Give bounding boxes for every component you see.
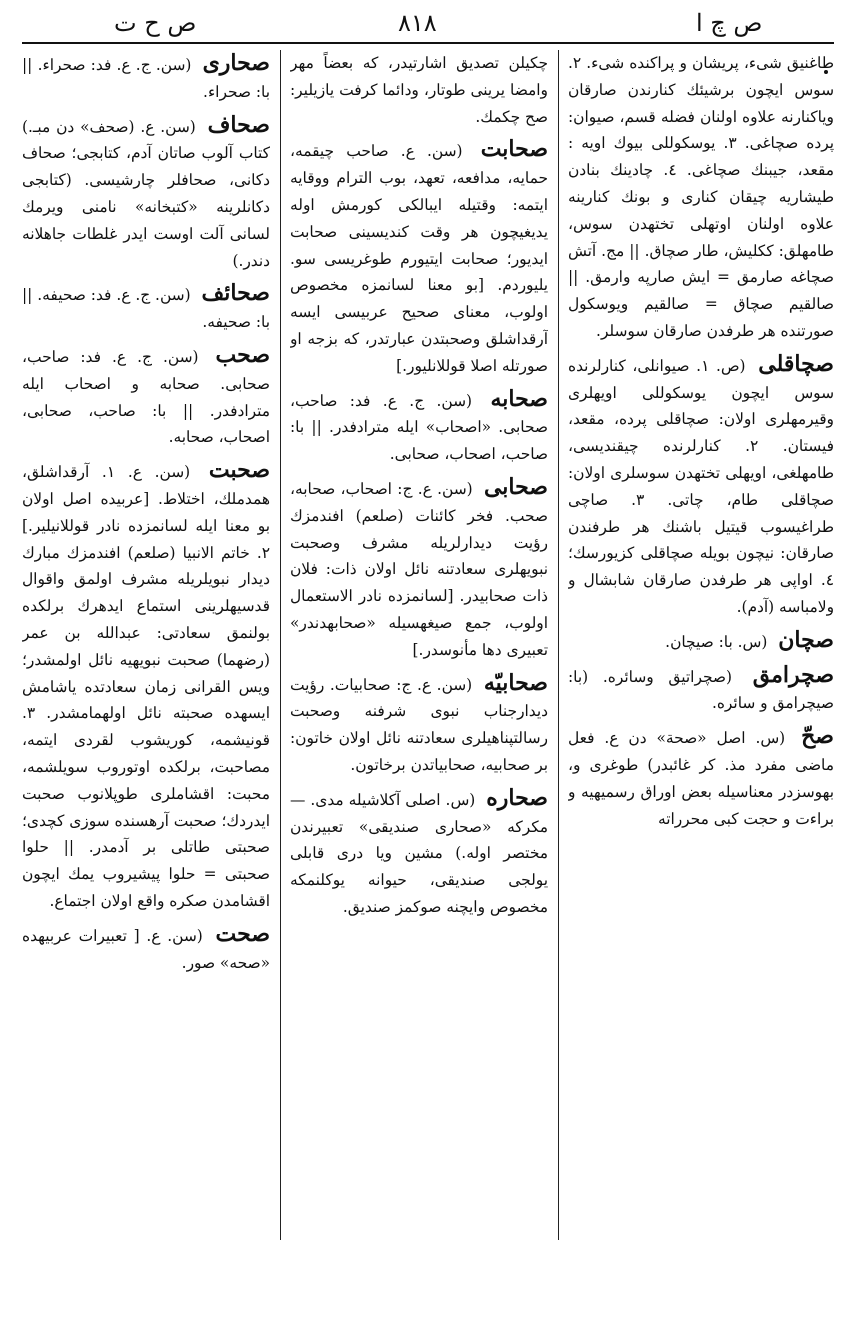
dictionary-entry <box>22 342 270 451</box>
page-header <box>22 6 832 40</box>
dictionary-entry <box>290 50 548 130</box>
dictionary-entry <box>290 670 548 779</box>
entry-headword: صحابی <box>483 473 548 500</box>
entry-headword: صحائف <box>201 280 270 307</box>
entry-definition: (سن. ع. (صحف» دن مبـ.) کتاب آلوب صاتان آدم، کتابجی؛ صحاف دکانی، صحافلر چارشیسی. (کتابجی دکانلرینه «کتبخانه» نامنی ویرمك لسانی آلت اوست ایدر غلطات جاهلانه دندر.) <box>22 117 270 270</box>
entry-headword: صحاره <box>486 784 548 811</box>
dictionary-entry <box>290 474 548 664</box>
entry-definition: (سن. ج. ع. فد: صحیفه. || با: صحیفه. <box>22 286 270 332</box>
entry-headword: صچاقلی <box>758 350 834 377</box>
dictionary-entry <box>568 662 834 718</box>
entry-definition: (سن. ع. صاحب چیقمه، حمایه، مدافعه، تعهد، بوب الترام ووقایه ایتمه: وقتیله ایبالکی کورمش اوله یدیغیچون هر وقت کندیسینی صحابت ایدیور؛ صحابت ایتیورم طوغریسی سو. یلیوردم. [بو معنا لسانمزه مخصوص اولوب، معنای صحیح عربیسی ایسه آرقداشلق وصحبتدن عبارتدر، که بزجه او صورتله اصلا قوللانلیور.] <box>290 142 548 375</box>
column-middle <box>290 50 548 1240</box>
entry-headword: صحبت <box>208 457 270 484</box>
entry-definition: (سن. ع. ج: اصحاب، صحابه، صحب. فخر کائنات (صلعم) افندمزك رؤیت دیدارلریله مشرف وصحبت نبویهلری سعادتنه نائل اولان ذات: فلان ذات صحابیدر. [لسانمزده نادر الاستعمال اولوب، جمع صیغهسیله «صحابهدندر» تعبیری دها مأنوسدر.] <box>290 479 548 659</box>
entry-definition: (ص. ۱. صیوانلی، کنارلرنده سوس ایچون یوسکوللی اویهلری وقیرمهلری اولان: صچاقلی پرده، مقعد، فیستان. ۲. کنارلرنده چیقندیسی، طامهلغی، اویهلی تختهدن سوسلری اولان: صچاقلی طام، چاتی. ۳. صاچی طراغیسوب قیتیل باشنك هر طرفندن صارقان: نیچون بویله صچاقلی کزیورسك؛ ٤. اواپی هر طرفدن صارقان شابشال و ولامباسه (آدم). <box>568 356 834 616</box>
entry-definition: (سن. ج. ع. فد: صحراء. || با: صحراء. <box>22 56 270 101</box>
dictionary-entry <box>290 386 548 468</box>
entry-definition: (سن. ج. ع. فد: صاحب، صحابی. صحابه و اصحاب ایله مترادفدر. || با: صاحب، صحابی، اصحاب، صحابه. <box>22 347 270 447</box>
entry-headword: صحابه <box>490 385 548 412</box>
entry-definition: (س. با: صیچان. <box>665 632 768 651</box>
right-column-index: ص چ ا <box>696 9 763 37</box>
entry-headword: صحّ <box>801 723 834 750</box>
dictionary-entry <box>568 351 834 621</box>
dictionary-entry <box>22 112 270 275</box>
entry-definition: طاغنیق شیء، پریشان و پراکنده شیء. ۲. سوس ایچون برشیئك کنارندن صارقان ویاکنارنه علاوه اولنان فضله قسم، صیوان: پرده صچاغی. ۳. یوسکوللی بیوك اویه : مقعد، جیبنك صچاغی. ٤. چادینك بنادن طیشاریه چیقان کناری و بونك کنارینه علاوه اولنان اوتهلی تختهدن سوس، طامهلق: ککلیش، طار صچاق. || مج. آتش صچاغه صارمق = ایش صارپه وارمق. || صالقیم صچاق = صالقیم ویوسکول صورتنده هر طرفدن صارقان سوسلر. <box>568 54 834 340</box>
header-rule <box>22 42 834 44</box>
entry-definition: (سن. ع. [ تعبیرات عربیهده «صحه» صور. <box>22 926 270 972</box>
entry-definition: (سن. ع. ج: صحابیات. رؤیت دیدارجناب نبوی شرفنه وصحبت رسالتپناهیلری سعادتنه نائل اولان خاتون: بر صحابیه، صحابیاتدن برخاتون. <box>290 675 548 774</box>
dictionary-entry <box>568 627 834 656</box>
entry-definition: (س. اصل «صحة» دن ع. فعل ماضی مفرد مذ. کر غائبدر) طوغری و، بهوسزدر معناسیله بعض اوراق رسمیهیه و براءت و حجت کبی محرراته <box>568 729 834 828</box>
dictionary-entry <box>568 50 834 345</box>
dictionary-entry <box>22 280 270 336</box>
entry-definition: (سن. ج. ع. فد: صاحب، صحابی. «اصحاب» ایله مترادفدر. || با: صاحب، اصحاب، صحابی. <box>290 391 548 464</box>
entry-headword: صچان <box>778 626 834 653</box>
entry-headword: صحابیّه <box>483 669 548 696</box>
dictionary-entry <box>290 136 548 379</box>
column-divider-left <box>280 50 281 1240</box>
dictionary-entry <box>290 785 548 921</box>
entry-headword: صحابت <box>480 136 548 163</box>
entry-definition: (صچراتیق وسائره. (با: صیچرامق و سائره. <box>568 667 834 713</box>
entry-headword: صحاف <box>207 111 270 138</box>
left-column-index: ص ح ت <box>114 9 197 37</box>
entry-definition: (س. اصلی آکلاشیله مدی. — مکرکه «صحاری صندیقی» تعبیرندن مختصر اوله.) مشین ویا دری قابلی یولجی صندیقی، حیوانه یوکلنمکه مخصوص وایچنه صوکمز صندیق. <box>290 790 548 916</box>
dictionary-entry <box>22 50 270 106</box>
entry-definition: (سن. ع. ۱. آرقداشلق، همدملك، اختلاط. [عربیده اصل اولان بو معنا ایله لسانمزده نادر قوللانیلیر.] ۲. خاتم الانبیا (صلعم) افندمزك مبارك دیدار نبویلریله مشرف اولمق واقوال قدسیهلرینی استماع ایدهرك برلکده بولنمق سعادتی: عبدالله بن عمر (رضهما) صحبت نبویهیه نائل اولمشدر؛ ویس القرانی زمان سعادتده یاشامش ایسهده صحبته نائل اولهمامشدر. ۳. قونیشمه، کوریشوب لقردی ایتمه، مصاحبت، برلکده اوتوروب سویلشمه، محبت: اقشاملری طوپلانوب صحبت ایدردك؛ صحبت آرهسنده سوزی کچدی؛ صحبتی طاتلی بر آدمدر. || حلوا صحبتی = حلوا پیشیروب یمك ایچون اقشامدن صکره واقع اولان اجتماع. <box>22 463 270 910</box>
entry-headword: صچرامق <box>752 661 834 688</box>
column-right <box>568 50 834 1240</box>
entry-headword: صحب <box>215 341 270 368</box>
dictionary-entry <box>22 457 270 915</box>
entry-headword: صحت <box>215 920 270 947</box>
entry-headword: صحاری <box>202 50 270 76</box>
column-divider-right <box>558 50 559 1240</box>
page-number: ۸۱۸ <box>398 9 437 37</box>
dictionary-entry <box>568 723 834 832</box>
column-left <box>22 50 270 1240</box>
entry-definition: چکیلن تصدیق اشارتیدر، که بعضاً مهر وامضا یرینی طوتار، ودائما کرفت یازیلیر: صح چکمك. <box>290 54 548 126</box>
dictionary-entry <box>22 921 270 977</box>
